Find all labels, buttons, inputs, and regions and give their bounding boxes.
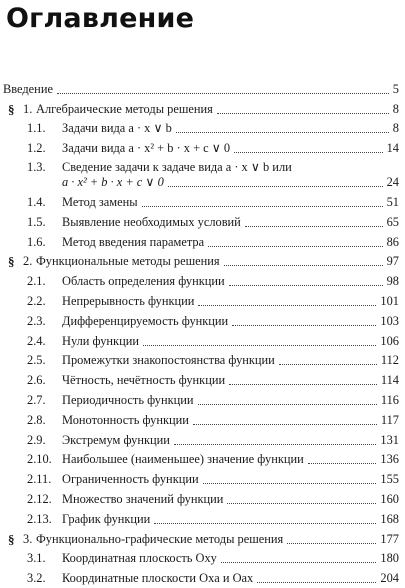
toc-entry-title: Введение (3, 81, 53, 96)
toc-entry-number: 2.9. (27, 432, 46, 447)
toc-page-number: 14 (386, 141, 399, 156)
section-mark: § (8, 101, 15, 117)
toc-entry[interactable] (0, 192, 405, 212)
toc-entry-title: Промежутки знакопостоянства функции (62, 353, 275, 368)
toc-page-number: 168 (380, 511, 399, 526)
toc-entry-number: 2.6. (27, 373, 46, 388)
dot-leader (203, 483, 377, 484)
toc-page-number: 24 (386, 175, 399, 190)
dot-leader (198, 404, 377, 405)
toc-entry-number: 2.13. (27, 511, 52, 526)
dot-leader (257, 582, 376, 583)
toc-entry[interactable] (0, 430, 405, 450)
toc-entry[interactable] (0, 568, 405, 588)
toc-entry-number: 2.4. (27, 333, 46, 348)
dot-leader (142, 206, 383, 207)
toc-entry[interactable] (0, 450, 405, 470)
toc-entry-body (62, 551, 399, 566)
toc-entry-body (62, 215, 399, 230)
toc-entry-body (62, 294, 399, 309)
toc-entry[interactable] (0, 119, 405, 139)
toc-entry[interactable] (0, 410, 405, 430)
toc-page-number: 136 (380, 452, 399, 467)
toc-entry-body (62, 452, 399, 467)
toc-entry-title: Наибольшее (наименьшее) значение функции (62, 452, 304, 467)
toc-entry-body (62, 141, 399, 156)
toc-entry-body (62, 393, 399, 408)
toc-entry-title: Экстремум функции (62, 432, 170, 447)
toc-page-number: 5 (392, 81, 399, 96)
dot-leader (143, 345, 376, 346)
toc-entry-number: 1. (23, 101, 33, 116)
toc-entry-body (62, 235, 399, 250)
toc-page-number: 112 (380, 353, 399, 368)
dot-leader (227, 503, 376, 504)
toc-entry[interactable] (0, 529, 405, 549)
dot-leader (234, 152, 382, 153)
toc-entry-title: Метод замены (62, 194, 138, 209)
toc-entry-number: 2.8. (27, 412, 46, 427)
toc-entry[interactable] (0, 509, 405, 529)
toc-entry-number: 2.7. (27, 392, 46, 407)
toc-entry[interactable] (0, 331, 405, 351)
toc-entry-title: Чётность, нечётность функции (62, 373, 226, 388)
toc-entry-number: 3.1. (27, 551, 46, 566)
toc-page-number: 114 (380, 373, 399, 388)
toc-entry[interactable] (0, 351, 405, 371)
toc-entry-body (62, 334, 399, 349)
toc-entry-title: Множество значений функции (62, 491, 224, 506)
toc-entry-number: 1.4. (27, 194, 46, 209)
toc-entry-title: График функции (62, 511, 151, 526)
toc-entry-body (62, 571, 399, 586)
toc-page-number: 65 (386, 214, 399, 229)
toc-entry-title: Задачи вида a · x² + b · x + c ∨ 0 (62, 141, 231, 156)
dot-leader (198, 305, 376, 306)
toc-page-number: 177 (380, 531, 399, 546)
toc-entry-number: 3.2. (27, 571, 46, 586)
dot-leader (193, 424, 377, 425)
toc-page-number: 131 (380, 432, 399, 447)
toc-page-number: 98 (386, 274, 399, 289)
toc-entry-number: 2.1. (27, 274, 46, 289)
toc-page-number: 116 (380, 392, 399, 407)
dot-leader (279, 364, 377, 365)
toc-entry-body (62, 314, 399, 329)
section-mark: § (8, 531, 15, 547)
toc-page-number: 180 (380, 551, 399, 566)
page-title: Оглавление (6, 3, 195, 34)
dot-leader (176, 132, 389, 133)
toc-entry-body (36, 102, 399, 117)
dot-leader (308, 463, 377, 464)
toc-entry-number: 2.5. (27, 353, 46, 368)
toc-entry-body (62, 512, 399, 527)
toc-page-number: 101 (380, 293, 399, 308)
toc-entry-title: Выявление необходимых условий (62, 214, 241, 229)
toc-entry[interactable] (0, 311, 405, 331)
toc-entry-number: 2.10. (27, 452, 52, 467)
dot-leader (174, 444, 376, 445)
toc-entry-title: Сведение задачи к задаче вида a · x ∨ b или (62, 160, 292, 175)
toc-entry[interactable] (0, 489, 405, 509)
table-of-contents (0, 79, 405, 588)
dot-leader (229, 384, 377, 385)
toc-entry[interactable] (0, 469, 405, 489)
dot-leader (245, 226, 383, 227)
dot-leader (168, 186, 383, 187)
toc-entry-number: 1.3. (27, 160, 46, 175)
toc-entry[interactable] (0, 370, 405, 390)
toc-entry-title: Координатные плоскости Oxa и Oax (62, 571, 254, 586)
toc-entry-title: Алгебраические методы решения (36, 101, 213, 116)
toc-entry-title: Монотонность функции (62, 412, 189, 427)
toc-entry-number: 1.2. (27, 141, 46, 156)
toc-page-number: 97 (386, 254, 399, 269)
toc-entry[interactable] (0, 291, 405, 311)
toc-entry-title: Нули функции (62, 333, 139, 348)
toc-entry[interactable] (0, 232, 405, 252)
toc-entry-body (62, 433, 399, 448)
toc-entry-number: 2.12. (27, 491, 52, 506)
toc-entry[interactable] (0, 158, 405, 192)
section-mark: § (8, 254, 15, 270)
toc-page-number: 106 (380, 333, 399, 348)
toc-page-number: 117 (380, 412, 399, 427)
toc-entry[interactable] (0, 99, 405, 119)
toc-entry-body (62, 413, 399, 428)
toc-entry-number: 1.6. (27, 234, 46, 249)
toc-page-number: 51 (386, 194, 399, 209)
toc-entry-body (62, 472, 399, 487)
dot-leader (208, 246, 383, 247)
toc-entry-body (62, 195, 399, 210)
toc-entry[interactable] (0, 212, 405, 232)
toc-entry[interactable] (0, 252, 405, 272)
toc-entry-number: 3. (23, 531, 33, 546)
toc-entry-body (62, 274, 399, 289)
toc-entry-number: 1.1. (27, 121, 46, 136)
toc-page-number: 103 (380, 313, 399, 328)
toc-entry-body (36, 254, 399, 269)
toc-entry-body (62, 373, 399, 388)
toc-page-number: 160 (380, 491, 399, 506)
toc-entry[interactable] (0, 390, 405, 410)
toc-entry-title-continued (62, 175, 399, 190)
dot-leader (287, 543, 376, 544)
dot-leader (217, 113, 389, 114)
toc-page-number: 155 (380, 472, 399, 487)
toc-page-number: 8 (392, 121, 399, 136)
toc-entry-title: Функциональные методы решения (36, 254, 220, 269)
dot-leader (57, 93, 389, 94)
dot-leader (221, 562, 377, 563)
toc-entry-title: Непрерывность функции (62, 293, 195, 308)
toc-entry-title: Дифференцируемость функции (62, 313, 229, 328)
toc-entry-intro[interactable] (0, 79, 405, 99)
toc-entry-title: Ограниченность функции (62, 472, 199, 487)
toc-entry-formula: a · x² + b · x + c ∨ 0 (62, 175, 164, 190)
toc-entry-title: Координатная плоскость Oxy (62, 551, 217, 566)
toc-entry-number: 2.11. (27, 472, 52, 487)
toc-page-number: 204 (380, 571, 399, 586)
toc-entry-number: 2.3. (27, 313, 46, 328)
toc-entry-title: Задачи вида a · x ∨ b (62, 121, 172, 136)
toc-entry-number: 2.2. (27, 293, 46, 308)
toc-entry-body (3, 82, 399, 97)
toc-entry-body (62, 121, 399, 136)
toc-entry-number: 1.5. (27, 214, 46, 229)
dot-leader (232, 325, 376, 326)
dot-leader (229, 285, 383, 286)
toc-entry-body (62, 160, 399, 190)
dot-leader (224, 265, 383, 266)
toc-entry-number: 2. (23, 254, 33, 269)
toc-entry-body (36, 532, 399, 547)
dot-leader (154, 523, 376, 524)
toc-entry-title: Функционально-графические методы решения (36, 531, 284, 546)
toc-entry[interactable] (0, 549, 405, 569)
toc-page-number: 8 (392, 101, 399, 116)
toc-entry[interactable] (0, 271, 405, 291)
toc-entry-title: Область определения функции (62, 274, 225, 289)
toc-entry-title: Периодичность функции (62, 392, 194, 407)
toc-entry[interactable] (0, 138, 405, 158)
toc-entry-body (62, 353, 399, 368)
toc-entry-body (62, 492, 399, 507)
toc-page-number: 86 (386, 234, 399, 249)
toc-entry-title: Метод введения параметра (62, 234, 205, 249)
